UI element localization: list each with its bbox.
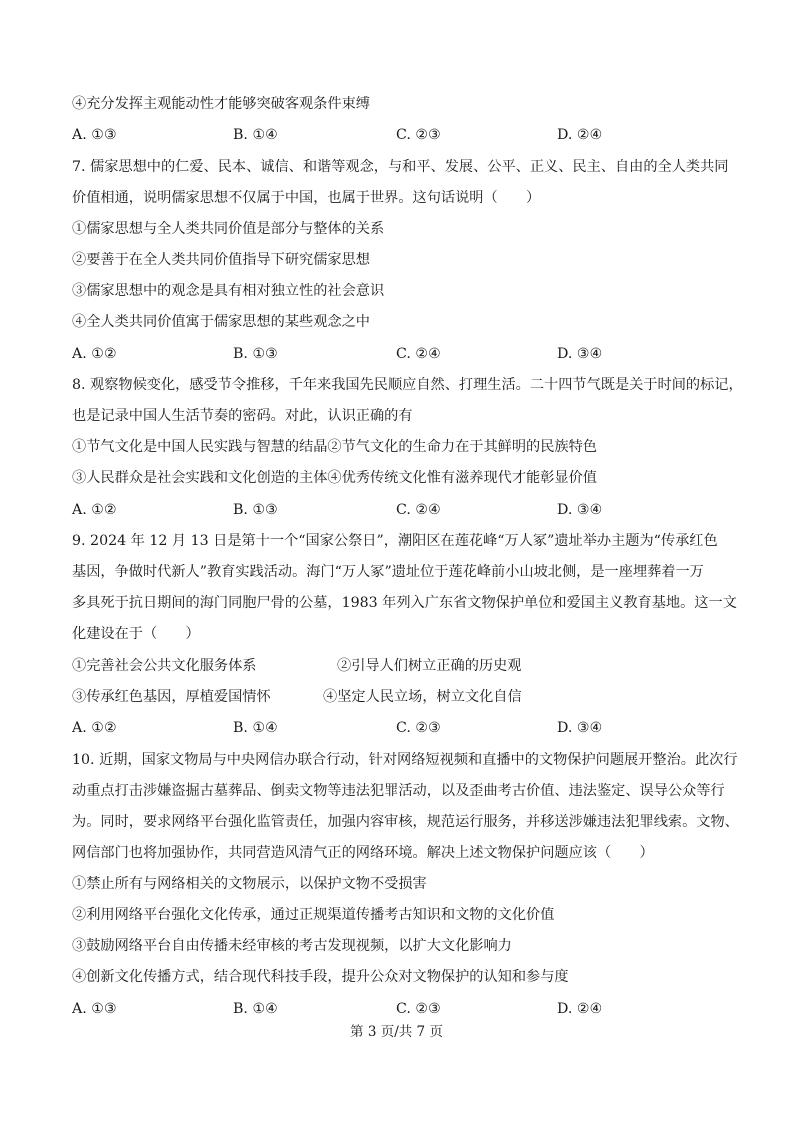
question-item: ③儒家思想中的观念是具有相对独立性的社会意识 — [72, 283, 385, 299]
question-item: ①完善社会公共文化服务体系 — [72, 658, 257, 674]
question-stem-line: 化建设在于（ ） — [72, 626, 200, 642]
question-item: ④创新文化传播方式，结合现代科技手段，提升公众对文物保护的认知和参与度 — [72, 969, 569, 985]
option-a: A. ①② — [72, 720, 117, 736]
question-stem-line: 9. 2024 年 12 月 13 日是第十一个“国家公祭日”，潮阳区在莲花峰“万人冢”遗址举办主题为“传承红色 — [72, 533, 718, 549]
option-d: D. ②④ — [557, 127, 603, 143]
question-item: ②引导人们树立正确的历史观 — [337, 658, 522, 674]
question-item: ③传承红色基因，厚植爱国情怀 — [72, 689, 271, 705]
option-c: C. ②④ — [396, 346, 441, 362]
question-stem-line: 价值相通，说明儒家思想不仅属于中国，也属于世界。这句话说明（ ） — [72, 190, 541, 206]
question-stem-line: 也是记录中国人生活节奏的密码。对此，认识正确的有 — [72, 408, 413, 424]
option-c: C. ②③ — [396, 1001, 441, 1017]
option-b: B. ①③ — [233, 502, 278, 518]
option-a: A. ①③ — [72, 127, 117, 143]
question-stem-line: 8. 观察物候变化，感受节令推移，千年来我国先民顺应自然、打理生活。二十四节气既是关于时间的标记， — [72, 377, 743, 393]
option-a: A. ①③ — [72, 1001, 117, 1017]
option-a: A. ①② — [72, 346, 117, 362]
question-stem-line: 多具死于抗日期间的海门同胞尸骨的公墓，1983 年列入广东省文物保护单位和爱国主义教育基地。这一文 — [72, 595, 737, 611]
question-item: ④坚定人民立场，树立文化自信 — [323, 689, 522, 705]
question-item: ③鼓励网络平台自由传播未经审核的考古发现视频，以扩大文化影响力 — [72, 938, 512, 954]
option-d: D. ②④ — [557, 1001, 603, 1017]
question-item: ①儒家思想与全人类共同价值是部分与整体的关系 — [72, 221, 385, 237]
question-stem-line: 网信部门也将加强协作，共同营造风清气正的网络环境。解决上述文物保护问题应该（ ） — [72, 845, 654, 861]
option-b: B. ①④ — [233, 720, 278, 736]
option-d: D. ③④ — [557, 346, 603, 362]
question-stem-line: 7. 儒家思想中的仁爱、民本、诚信、和谐等观念，与和平、发展、公平、正义、民主、自由的全人类共同 — [72, 159, 729, 175]
question-item: ③人民群众是社会实践和文化创造的主体④优秀传统文化惟有滋养现代才能彰显价值 — [72, 470, 597, 486]
question-item: ①节气文化是中国人民实践与智慧的结晶②节气文化的生命力在于其鲜明的民族特色 — [72, 439, 597, 455]
question-item: ②要善于在全人类共同价值指导下研究儒家思想 — [72, 252, 370, 268]
question-stem-line: 10. 近期，国家文物局与中央网信办联合行动，针对网络短视频和直播中的文物保护问题展开整治。此次行 — [72, 752, 738, 768]
option-b: B. ①③ — [233, 346, 278, 362]
option-b: B. ①④ — [233, 127, 278, 143]
question-stem-line: 基因，争做时代新人”教育实践活动。海门“万人冢”遗址位于莲花峰前小山坡北侧，是一座埋葬着一万 — [72, 564, 704, 580]
page-footer: 第 3 页/共 7 页 — [350, 1024, 443, 1040]
option-d: D. ③④ — [557, 720, 603, 736]
question-stem-line: 动重点打击涉嫌盗掘古墓葬品、倒卖文物等违法犯罪活动，以及歪曲考古价值、违法鉴定、误导公众等行 — [72, 783, 725, 799]
option-c: C. ②③ — [396, 720, 441, 736]
carryover-item: ④充分发挥主观能动性才能够突破客观条件束缚 — [72, 96, 370, 112]
option-c: C. ②③ — [396, 127, 441, 143]
option-b: B. ①④ — [233, 1001, 278, 1017]
question-item: ④全人类共同价值寓于儒家思想的某些观念之中 — [72, 314, 370, 330]
option-c: C. ②④ — [396, 502, 441, 518]
question-item: ②利用网络平台强化文化传承，通过正规渠道传播考古知识和文物的文化价值 — [72, 907, 555, 923]
question-stem-line: 为。同时，要求网络平台强化监管责任，加强内容审核，规范运行服务，并移送涉嫌违法犯罪线索。文物、 — [72, 814, 739, 830]
option-d: D. ③④ — [557, 502, 603, 518]
option-a: A. ①② — [72, 502, 117, 518]
question-item: ①禁止所有与网络相关的文物展示，以保护文物不受损害 — [72, 876, 427, 892]
